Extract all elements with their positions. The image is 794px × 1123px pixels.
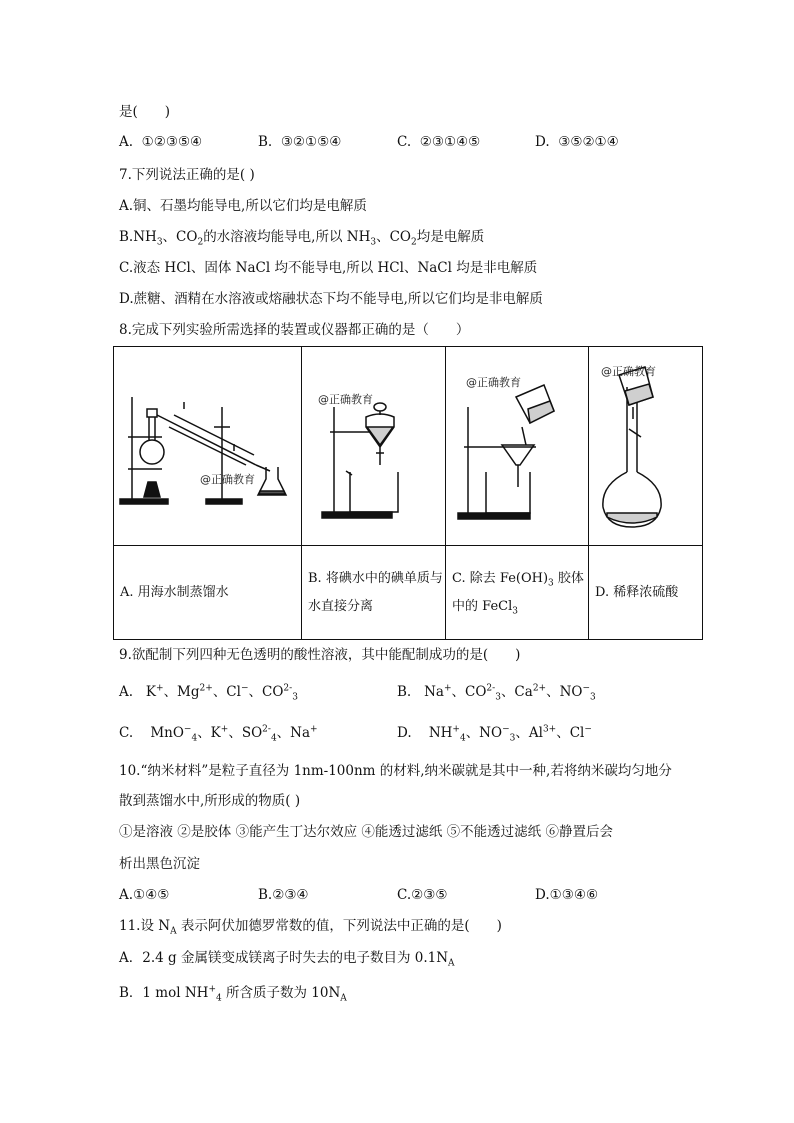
q7-option-d: D.蔗糖、酒精在水溶液或熔融状态下均不能导电,所以它们均是非电解质 — [119, 291, 543, 307]
q8-figure-d-cell — [589, 347, 703, 546]
watermark: @正确教育 — [466, 376, 521, 389]
q8-figure-b-cell — [302, 347, 446, 546]
q10-option-d: D.①③④⑥ — [535, 887, 599, 903]
q8-caption-d: D. 稀释浓硫酸 — [589, 546, 703, 640]
q6-option-c: C. ②③①④⑤ — [397, 134, 481, 150]
q8-apparatus-table — [113, 346, 703, 640]
q7-option-c: C.液态 HCl、固体 NaCl 均不能导电,所以 HCl、NaCl 均是非电解质 — [119, 260, 538, 276]
watermark: @正确教育 — [318, 393, 373, 406]
q11-stem: 11.设 $N_A$ 表示阿伏加德罗常数的值，下列说法中正确的是( ) — [119, 918, 502, 937]
q7-stem: 7.下列说法正确的是( ) — [119, 167, 255, 183]
q9-option-d: D. $NH^+_4$、$NO^-_3$、$Al^{3+}$、Cl− — [397, 724, 592, 744]
q7-option-b: $B.NH_3$、$CO_2$的水溶液均能导电,所以 $NH_3$、$CO_2$均是电解质 — [119, 229, 485, 248]
q6-option-a: A. ①②③⑤④ — [119, 134, 203, 150]
q11-option-a: A．2.4 g 金属镁变成镁离子时失去的电子数目为 $0.1N_A$ — [119, 950, 455, 969]
q6-option-d: D. ③⑤②①④ — [535, 134, 619, 150]
q8-caption-a: A. 用海水制蒸馏水 — [114, 546, 302, 640]
q11-option-b: B．1 mol $NH^+_4$ 所含质子数为 $10N_A$ — [119, 984, 347, 1004]
q10-stem-line1: 10.“纳米材料”是粒子直径为 1nm-100nm 的材料,纳米碳就是其中一种,若将纳米碳均匀地分 — [119, 763, 672, 779]
q7-option-a: A.铜、石墨均能导电,所以它们均是电解质 — [119, 198, 367, 214]
q9-option-a: A. K+、$Mg^{2+}$、Cl−、$CO^{2-}_3$ — [119, 683, 298, 703]
q10-statements-line2: 析出黑色沉淀 — [119, 856, 200, 872]
q8-caption-b: B. 将碘水中的碘单质与水直接分离 — [302, 546, 446, 640]
q6-option-b: B. ③②①⑤④ — [258, 134, 342, 150]
q8-caption-c: C. 除去 $Fe(OH)_3$ 胶体中的 FeCl$_3$ — [446, 546, 589, 640]
q9-option-c: C. MnO−$_4$、K+、$SO^{2-}_4$、Na+ — [119, 724, 318, 744]
separatory-funnel-figure — [302, 347, 446, 545]
q10-statements-line1: ①是溶液 ②是胶体 ③能产生丁达尔效应 ④能透过滤纸 ⑤不能透过滤纸 ⑥静置后会 — [119, 824, 613, 840]
q10-option-b: B.②③④ — [258, 887, 309, 903]
q9-stem: 9.欲配制下列四种无色透明的酸性溶液，其中能配制成功的是( ) — [119, 647, 521, 663]
q6-stem-tail: 是( ) — [119, 104, 171, 120]
watermark: @正确教育 — [601, 365, 656, 378]
watermark: @正确教育 — [200, 473, 255, 486]
distillation-apparatus-figure — [114, 347, 302, 545]
q8-figure-a-cell — [114, 347, 302, 546]
q10-option-a: A.①④⑤ — [119, 887, 170, 903]
q10-stem-line2: 散到蒸馏水中,所形成的物质( ) — [119, 793, 301, 809]
q8-figure-c-cell — [446, 347, 589, 546]
q9-option-b: B. Na+、$CO^{2-}_3$、$Ca^{2+}$、$NO^-_3$ — [397, 683, 596, 703]
q8-stem: 8.完成下列实验所需选择的装置或仪器都正确的是（ ） — [119, 322, 470, 338]
q10-option-c: C.②③⑤ — [397, 887, 448, 903]
